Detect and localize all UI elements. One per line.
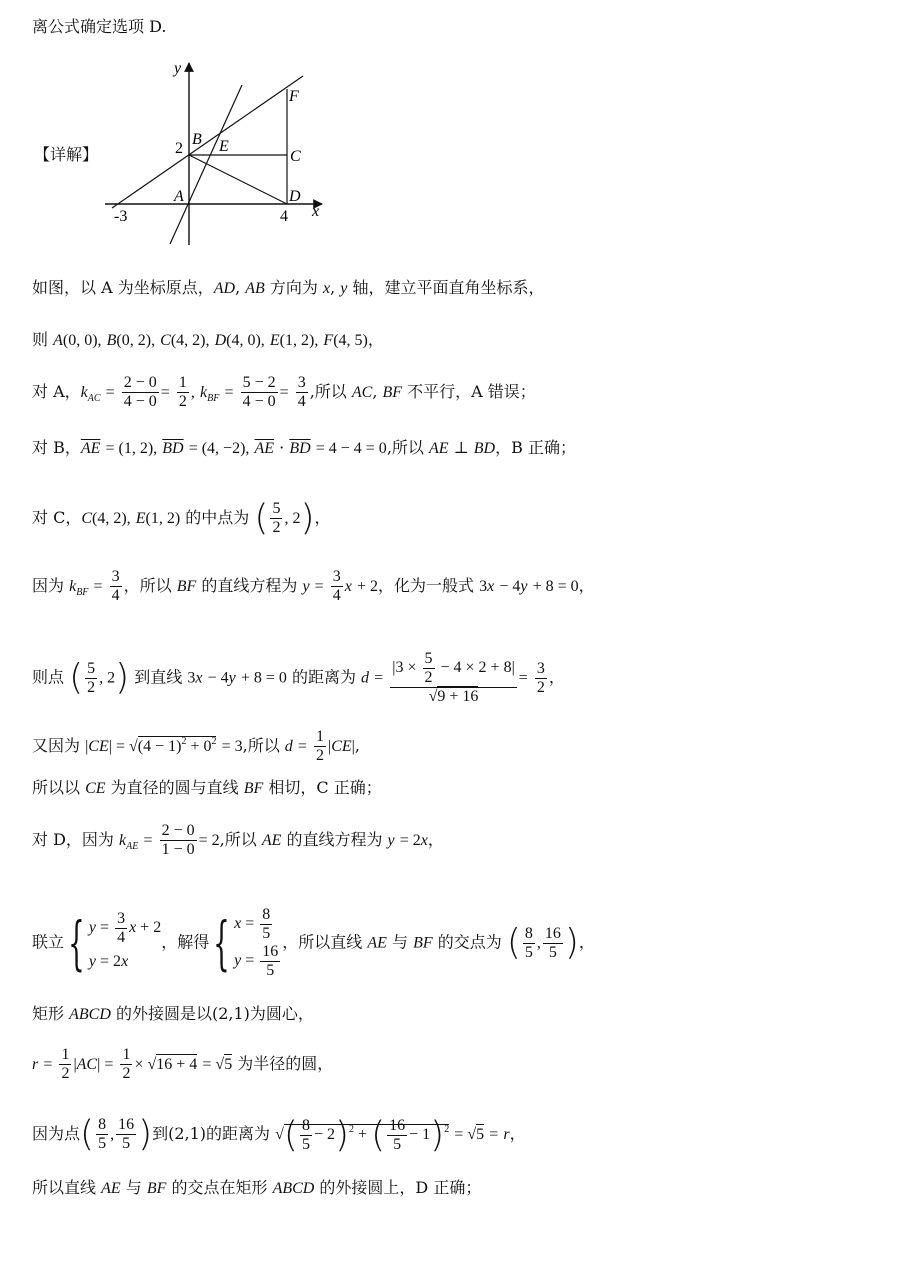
line-ae [170, 85, 242, 244]
line-bf [112, 76, 303, 208]
line-10: 对 D，因为 $k_{AE}$ = $\frac{2 - 0}{1 - 0}$ = 2,所以 AE 的直线方程为 y = 2x， [32, 822, 444, 858]
line-5: 对 C，C(4, 2), E(1, 2) 的中点为 ( $\frac{5}{2}$ , 2)， [32, 497, 331, 539]
label-E: E [219, 138, 229, 155]
label-y: y [174, 60, 182, 77]
line-6: 因为 $k_{BF}$ = $\frac{3}{4}$ ，所以 BF 的直线方程为 y = $\frac{3}{4}$ x + 2，化为一般式 3x − 4y + 8 = 0， [32, 568, 595, 604]
line-1: 如图，以 A 为坐标原点，AD, AB 方向为 x, y 轴，建立平面直角坐标系， [32, 278, 545, 297]
line-2: 则 A(0, 0), B(0, 2), C(4, 2), D(4, 0), E(1, 2), F(4, 5)， [32, 330, 384, 349]
line-13: r = $\frac{1}{2}$ |AC| = $\frac{1}{2}$ × √16 + 4 = √5 为半径的圆， [32, 1046, 334, 1082]
line-4: 对 B，$\overline{AE} = (1$, 2), $\overline{BD} = (4$, −2), $\overline{AE} \cdot \overline{BD} = 4 - 4 = 0$,所以 AE ⊥ BD，B 正确； [32, 438, 576, 457]
label-C: C [290, 148, 301, 165]
label-D: D [289, 188, 301, 205]
detail-label: 【详解】 [34, 145, 99, 164]
segment-bd [189, 155, 287, 204]
label-B: B [192, 131, 202, 148]
label-2: 2 [175, 140, 183, 157]
line-12: 矩形 ABCD 的外接圆是以(2,1)为圆心， [32, 1004, 314, 1023]
label-x: x [312, 203, 320, 220]
coordinate-figure [100, 55, 335, 255]
line-11: 联立{ y = $\frac{3}{4}$ x + 2 y = 2x ，解得{ x = $\frac{8}{5}$ y = $\frac{16}{5}$ ，所以直线 AE 与 BF 的交点为 ( $\frac{8}{5}$ , $\frac{16}{5}$ )， [32, 906, 595, 979]
line-8: 又因为 $|CE| = √(4 - 1)^2 + 0^2 = 3$,所以 d = $\frac{1}{2}$ |CE|, [32, 728, 360, 764]
line-15: 所以直线 AE 与 BF 的交点在矩形 ABCD 的外接圆上，D 正确； [32, 1178, 482, 1197]
intro-line: 离公式确定选项 D. [32, 17, 167, 36]
label-A: A [174, 188, 184, 205]
line-3: 对 A，$k_{AC}$ = $\frac{2 - 0}{4 - 0}$ = $\frac{1}{2}$ , $k_{BF}$ = $\frac{5 - 2}{4 - 0}$ = $\frac{3}{4}$ ,所以 AC, BF 不平行，A 错误； [32, 374, 536, 410]
line-14: 因为点( $\frac{8}{5}$ , $\frac{16}{5}$ )到(2,1)的距离为 √( $\frac{8}{5}$ − 2)$^2$ + ( $\frac{16}{5}$ − 1)$^2$ = √5 = r， [32, 1113, 526, 1156]
label-4: 4 [280, 208, 288, 225]
line-7: 则点 ( $\frac{5}{2}$ , 2) 到直线 3x − 4y + 8 = 0 的距离为 d = |3 × $\frac{5}{2}$ − 4 × 2 + 8| √9 + 16 = $\frac{3}{2}$ ， [32, 650, 565, 705]
line-9: 所以以 CE 为直径的圆与直线 BF 相切，C 正确； [32, 778, 382, 797]
label-F: F [289, 88, 299, 105]
label-neg3: -3 [114, 208, 128, 225]
